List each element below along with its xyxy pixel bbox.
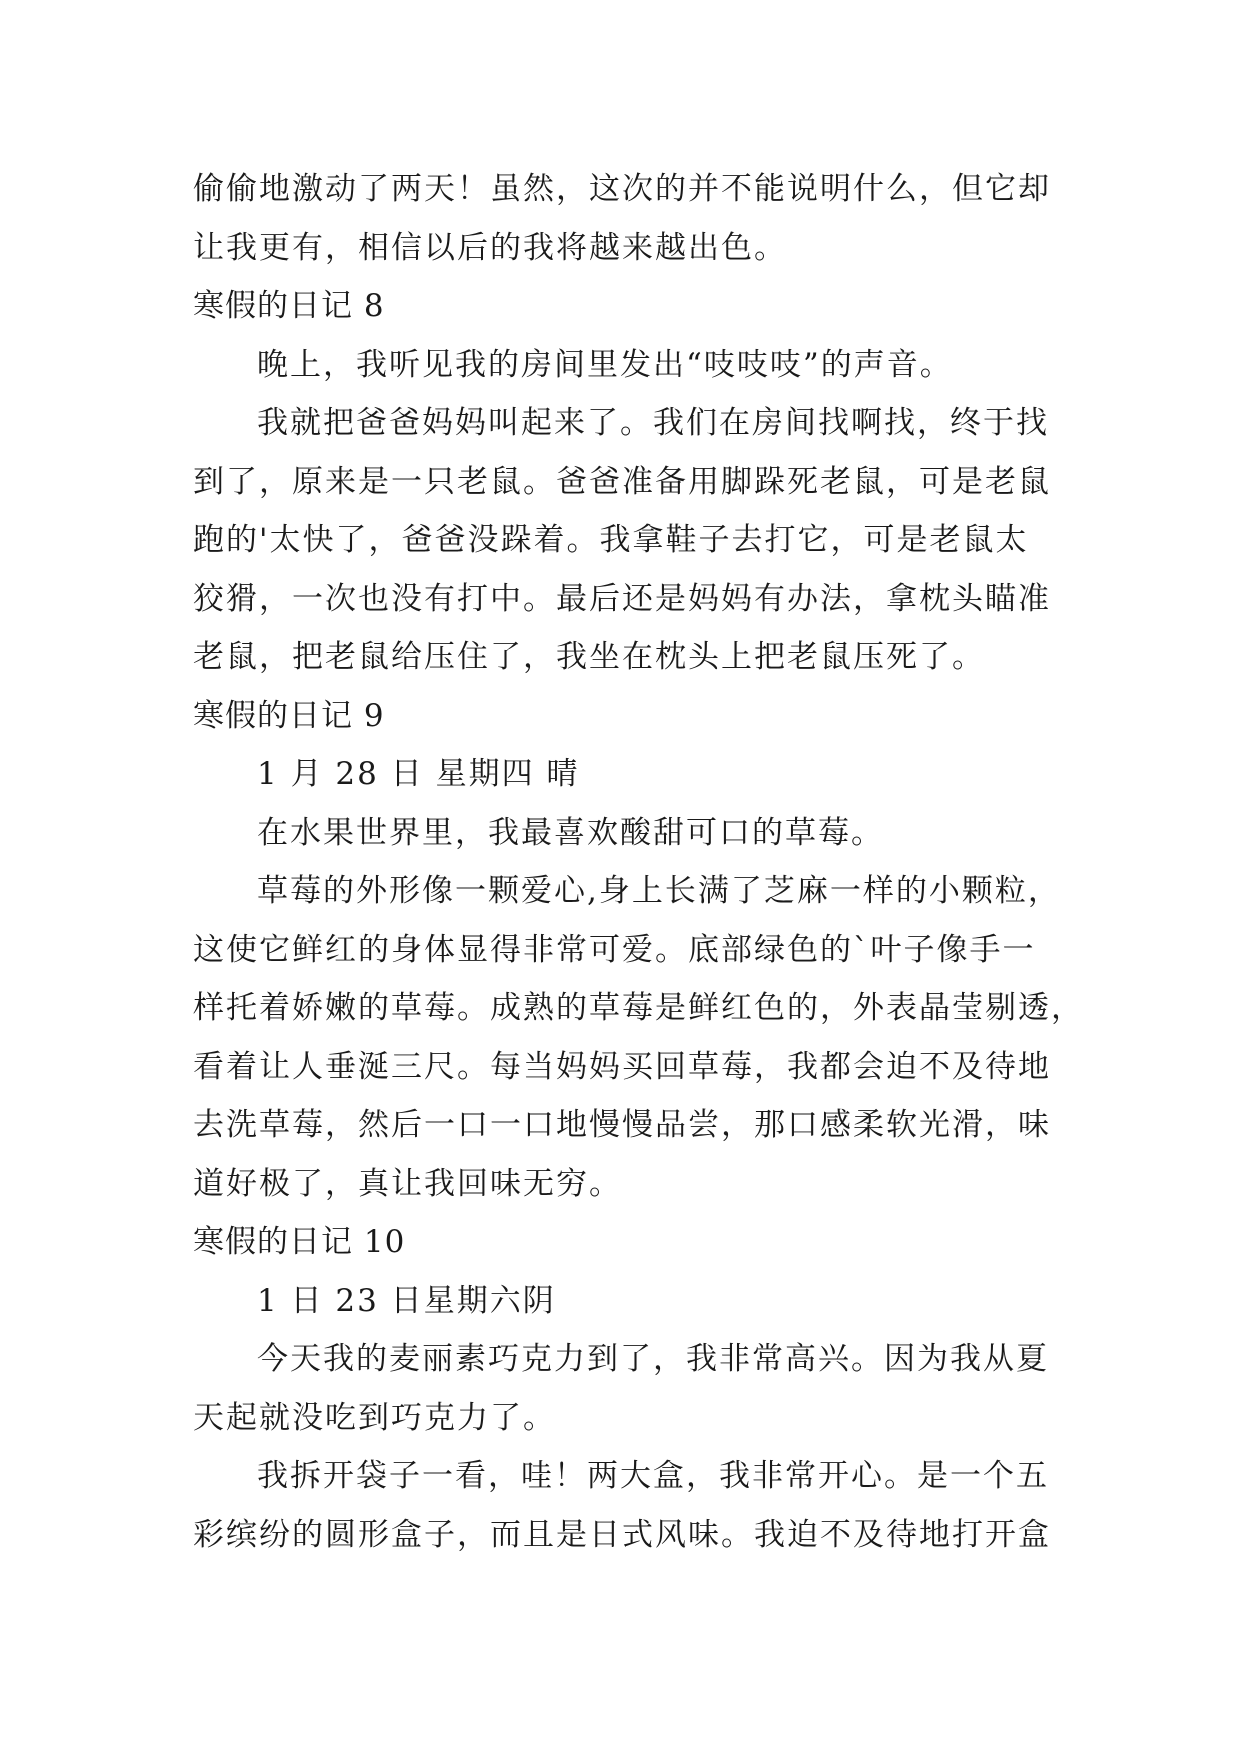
section-heading: 寒假的日记 10 [193, 1224, 406, 1260]
paragraph-line: 彩缤纷的圆形盒子，而且是日式风味。我迫不及待地打开盒 [193, 1516, 1051, 1553]
paragraph-line: 让我更有，相信以后的我将越来越出色。 [193, 229, 787, 266]
paragraph-line: 去洗草莓，然后一口一口地慢慢品尝，那口感柔软光滑，味 [193, 1107, 1051, 1143]
paragraph-line: 跑的'太快了，爸爸没跺着。我拿鞋子去打它，可是老鼠太 [193, 522, 1029, 558]
paragraph-line: 天起就没吃到巧克力了。 [193, 1399, 556, 1436]
paragraph-line: 样托着娇嫩的草莓。成熟的草莓是鲜红色的，外表晶莹剔透， [193, 990, 1084, 1026]
paragraph-line: 草莓的外形像一颗爱心,身上长满了芝麻一样的小颗粒， [257, 873, 1061, 909]
section-heading: 寒假的日记 8 [193, 288, 385, 324]
paragraph-line: 到了，原来是一只老鼠。爸爸准备用脚跺死老鼠，可是老鼠 [193, 463, 1051, 500]
document-page [193, 160, 1084, 1564]
paragraph-line: 今天我的麦丽素巧克力到了，我非常高兴。因为我从夏 [257, 1341, 1049, 1377]
paragraph-line: 偷偷地激动了两天！虽然，这次的并不能说明什么，但它却 [193, 171, 1051, 207]
paragraph-line: 晚上，我听见我的房间里发出“吱吱吱”的声音。 [257, 346, 953, 383]
paragraph-line: 狡猾，一次也没有打中。最后还是妈妈有办法，拿枕头瞄准 [193, 580, 1051, 617]
date-line: 1 月 28 日 星期四 晴 [257, 756, 580, 792]
paragraph-line: 我就把爸爸妈妈叫起来了。我们在房间找啊找，终于找 [257, 405, 1049, 441]
paragraph-line: 看着让人垂涎三尺。每当妈妈买回草莓，我都会迫不及待地 [193, 1048, 1051, 1085]
paragraph-line: 这使它鲜红的身体显得非常可爱。底部绿色的`叶子像手一 [193, 931, 1036, 968]
paragraph-line: 道好极了，真让我回味无穷。 [193, 1165, 622, 1202]
paragraph-line: 在水果世界里，我最喜欢酸甜可口的草莓。 [257, 814, 884, 851]
section-heading: 寒假的日记 9 [193, 697, 385, 734]
date-line: 1 日 23 日星期六阴 [257, 1282, 556, 1319]
paragraph-line: 我拆开袋子一看，哇！两大盒，我非常开心。是一个五 [257, 1458, 1049, 1494]
paragraph-line: 老鼠，把老鼠给压住了，我坐在枕头上把老鼠压死了。 [193, 639, 985, 675]
